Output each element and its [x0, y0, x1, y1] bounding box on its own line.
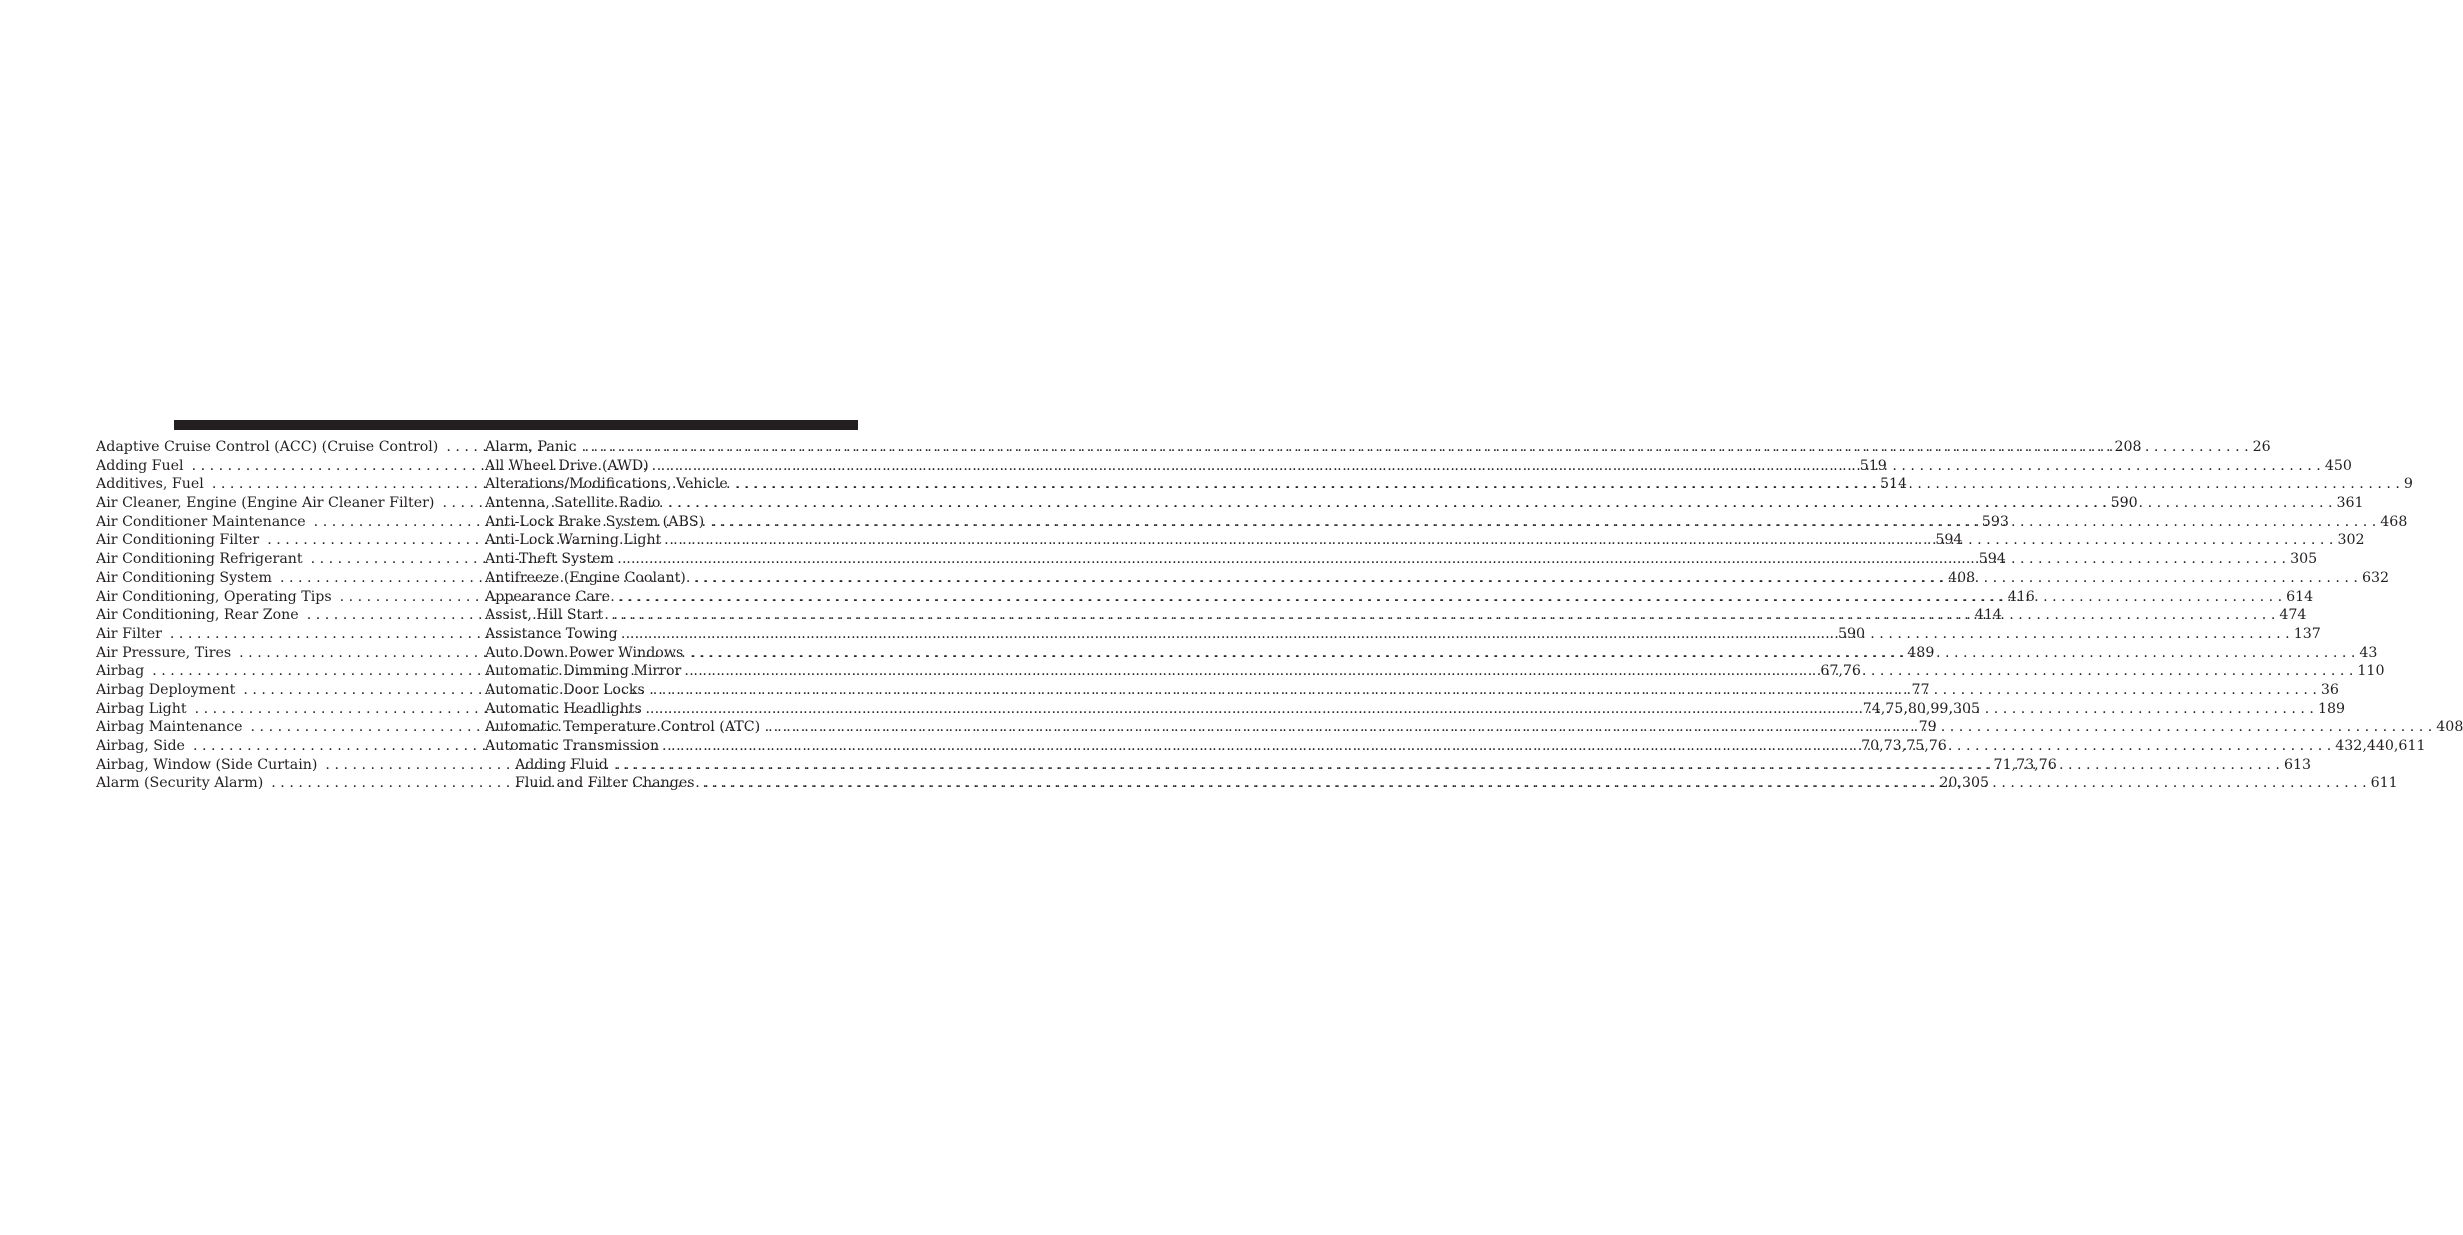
index-page-numbers: 590: [1838, 625, 1866, 642]
index-page-numbers: 67,76: [1820, 663, 1861, 680]
index-page-numbers: 36: [2320, 681, 2339, 698]
index-term: Adding Fuel: [96, 457, 184, 474]
index-page-numbers: 614: [2286, 588, 2314, 605]
index-term: Alterations/Modifications, Vehicle: [485, 476, 728, 493]
index-page-numbers: 590: [2110, 495, 2138, 512]
index-term: Airbag: [96, 663, 145, 680]
index-term: Air Conditioning Filter: [96, 532, 260, 549]
index-page-numbers: 611: [2370, 775, 2398, 792]
index-page-numbers: 450: [2324, 457, 2352, 474]
index-term: Air Conditioning, Rear Zone: [96, 607, 299, 624]
index-page-numbers: 77: [1911, 681, 1930, 698]
dot-leader: [760, 718, 2436, 737]
index-term: Air Conditioning System: [96, 569, 272, 586]
dot-leader: [649, 457, 2325, 476]
index-page-numbers: 302: [2337, 532, 2365, 549]
index-term: Airbag, Side: [96, 738, 185, 754]
index-term: Auto Down Power Windows: [485, 644, 684, 661]
index-page-numbers: 408: [2436, 719, 2463, 736]
index-term: Antifreeze (Engine Coolant): [485, 569, 686, 586]
index-term: Anti-Lock Warning Light: [485, 532, 662, 549]
index-page-numbers: 594: [1978, 551, 2006, 568]
index-page-numbers: 489: [1907, 644, 1935, 661]
index-page-numbers: 70,73,75,76: [1861, 738, 1947, 754]
index-term: Assistance Towing: [485, 625, 618, 642]
index-page-numbers: 474: [2279, 607, 2307, 624]
index-term: Fluid and Filter Changes: [515, 775, 695, 792]
dot-leader: [728, 475, 2404, 494]
dot-leader: [660, 494, 2336, 513]
index-page-numbers: 26: [2252, 439, 2271, 455]
index-page-numbers: 9: [2403, 476, 2413, 493]
dot-leader: [618, 625, 2294, 644]
index-term: Air Filter: [96, 625, 162, 642]
index-term: Adding Fluid: [515, 756, 608, 773]
dot-leader: [659, 737, 2335, 756]
dot-leader: [608, 756, 2284, 775]
index-term: Air Conditioning Refrigerant: [96, 551, 303, 568]
dot-leader: [704, 513, 2380, 532]
dot-leader: [695, 774, 2371, 793]
dot-leader: [576, 438, 2252, 457]
index-page-numbers: 74,75,80,99,305: [1862, 700, 1981, 717]
index-page-numbers: 468: [2380, 513, 2408, 530]
dot-leader: [686, 569, 2362, 588]
dot-leader: [642, 700, 2318, 719]
index-term: Automatic Door Locks: [485, 681, 645, 698]
index-term: Air Cleaner, Engine (Engine Air Cleaner Filter): [96, 495, 435, 512]
dot-leader: [603, 606, 2279, 625]
index-page-numbers: 137: [2293, 625, 2321, 642]
index-page-numbers: 514: [1879, 476, 1908, 493]
index-page-numbers: 71,73,76: [1993, 756, 2057, 773]
index-term: Automatic Dimming Mirror: [485, 663, 682, 680]
index-term: Anti-Theft System: [485, 551, 614, 568]
index-page-numbers: 414: [1974, 607, 2002, 624]
index-term: Automatic Headlights: [485, 700, 642, 717]
index-page-numbers: 208: [2114, 439, 2142, 455]
index-term: Automatic Transmission: [485, 738, 660, 754]
index-page-numbers: 432,440,611: [2335, 738, 2426, 754]
index-term: Antenna, Satellite Radio: [485, 495, 661, 512]
index-page-numbers: 594: [1935, 532, 1963, 549]
index-term: Assist, Hill Start: [485, 607, 604, 624]
dot-leader: [645, 681, 2321, 700]
index-term: Anti-Lock Brake System (ABS): [485, 513, 705, 530]
index-term: Airbag, Window (Side Curtain): [96, 756, 318, 773]
index-page-numbers: 43: [2359, 644, 2378, 661]
index-term: All Wheel Drive (AWD): [485, 457, 649, 474]
index-page-numbers: 632: [2361, 569, 2390, 586]
index-term: Airbag Deployment: [96, 681, 236, 698]
section-header-bar: [174, 420, 858, 430]
dot-leader: [683, 644, 2359, 663]
dot-leader: [661, 531, 2337, 550]
index-page-numbers: 189: [2317, 700, 2346, 717]
index-page-numbers: 110: [2357, 663, 2385, 680]
index-term: Alarm, Panic: [485, 439, 577, 455]
index-page-numbers: 305: [2290, 551, 2318, 568]
index-page-numbers: 519: [1859, 457, 1887, 474]
dot-leader: [614, 550, 2290, 569]
dot-leader: [610, 588, 2286, 607]
index-page-numbers: 79: [1918, 719, 1937, 736]
index-page-numbers: 20,305: [1939, 775, 1990, 792]
index-term: Air Pressure, Tires: [96, 644, 232, 661]
index-page-numbers: 408: [1948, 569, 1976, 586]
index-term: Airbag Light: [96, 700, 187, 717]
index-term: Automatic Temperature Control (ATC): [485, 719, 761, 736]
index-term: Airbag Maintenance: [96, 719, 243, 736]
index-page-numbers: 416: [2007, 588, 2035, 605]
index-term: Adaptive Cruise Control (ACC) (Cruise Control): [96, 439, 439, 455]
index-term: Air Conditioner Maintenance: [96, 513, 306, 530]
index-term: Alarm (Security Alarm): [96, 775, 264, 792]
index-term: Air Conditioning, Operating Tips: [96, 588, 332, 605]
index-page-numbers: 593: [1981, 513, 2009, 530]
dot-leader: [681, 662, 2357, 681]
index-term: Appearance Care: [485, 588, 610, 605]
index-page-numbers: 613: [2283, 756, 2312, 773]
index-page-numbers: 361: [2336, 495, 2364, 512]
index-term: Additives, Fuel: [96, 476, 204, 493]
